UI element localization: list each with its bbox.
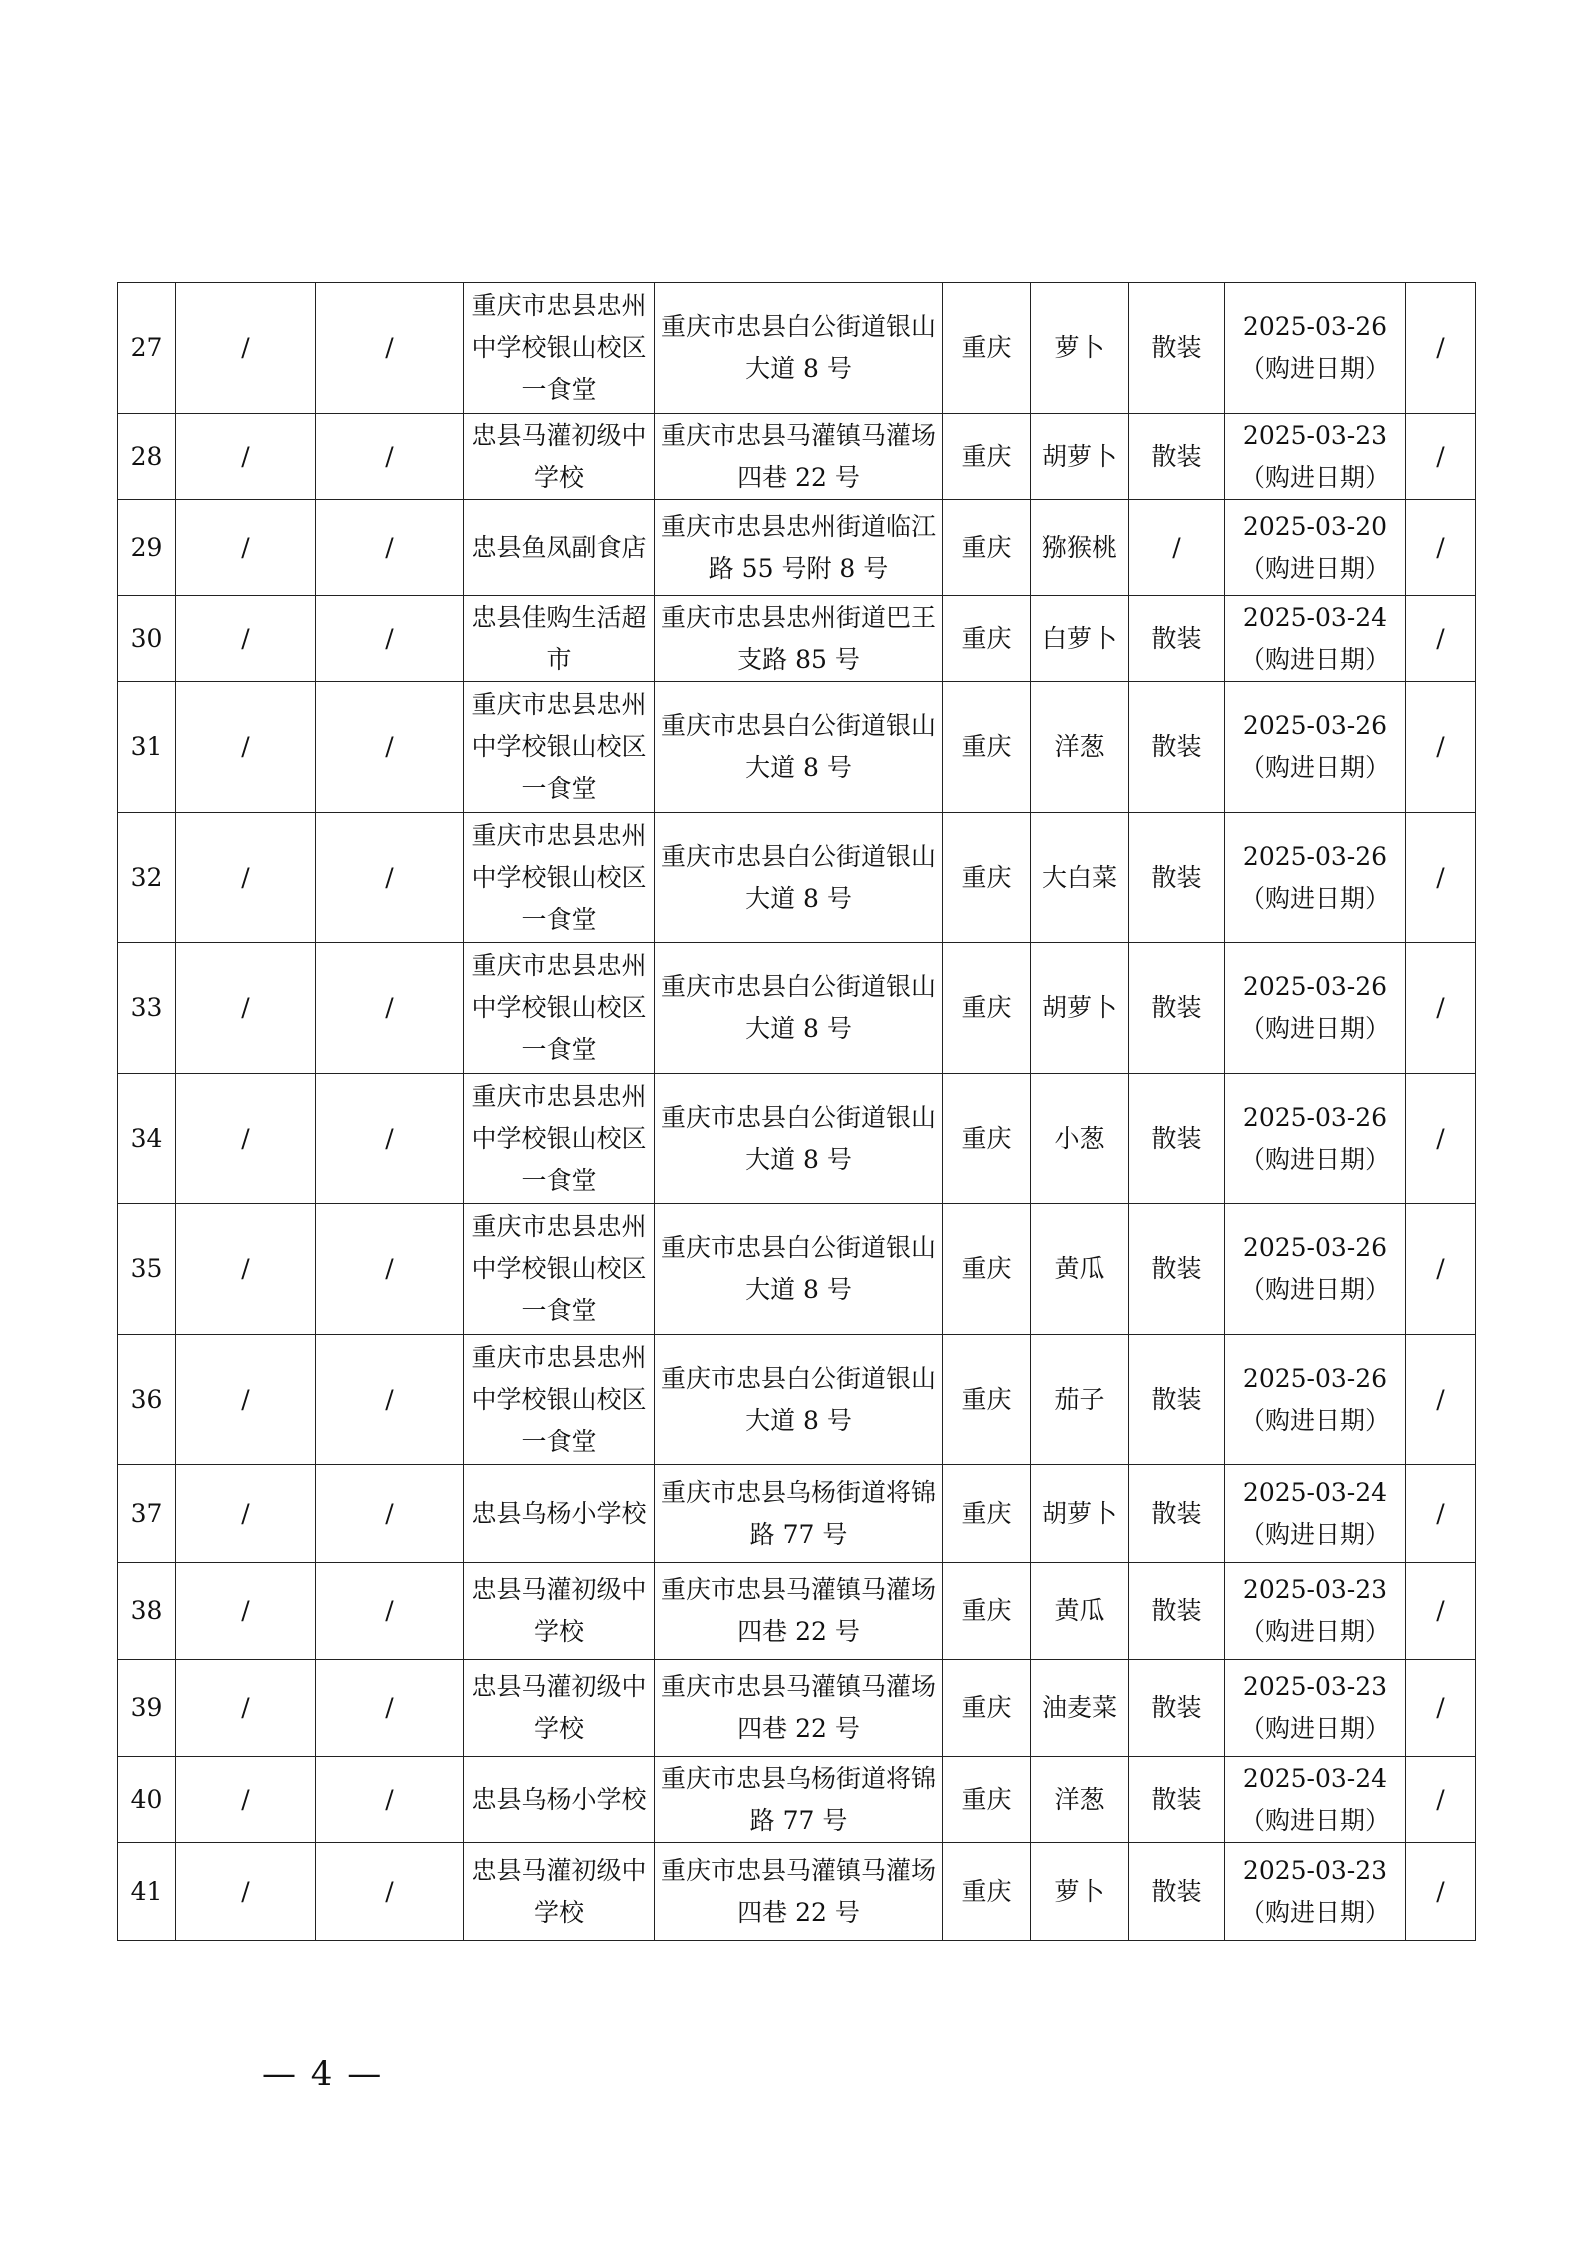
origin-cell: 重庆 bbox=[943, 500, 1031, 596]
table-row bbox=[118, 1563, 1476, 1660]
empty-cell: / bbox=[1406, 1335, 1476, 1465]
packaging-cell: / bbox=[1129, 500, 1225, 596]
packaging-cell: 散装 bbox=[1129, 596, 1225, 682]
date-cell bbox=[1225, 1660, 1406, 1757]
unit-address-cell: 重庆市忠县马灌镇马灌场四巷 22 号 bbox=[655, 1843, 943, 1941]
empty-cell: / bbox=[316, 682, 464, 813]
origin-cell: 重庆 bbox=[943, 1335, 1031, 1465]
row-number-cell: 41 bbox=[118, 1843, 176, 1941]
empty-cell: / bbox=[176, 1465, 316, 1563]
empty-cell: / bbox=[176, 1660, 316, 1757]
table-row bbox=[118, 682, 1476, 813]
product-name-cell: 大白菜 bbox=[1031, 813, 1129, 943]
product-name-cell: 黄瓜 bbox=[1031, 1204, 1129, 1335]
sampled-unit-cell: 忠县鱼凤副食店 bbox=[464, 500, 655, 596]
date-type-note: （购进日期） bbox=[1239, 644, 1390, 674]
packaging-cell: 散装 bbox=[1129, 283, 1225, 414]
empty-cell: / bbox=[316, 1563, 464, 1660]
empty-cell: / bbox=[316, 1204, 464, 1335]
row-number-cell: 34 bbox=[118, 1074, 176, 1204]
empty-cell: / bbox=[1406, 414, 1476, 500]
origin-cell: 重庆 bbox=[943, 813, 1031, 943]
row-number-cell: 38 bbox=[118, 1563, 176, 1660]
empty-cell: / bbox=[1406, 1465, 1476, 1563]
unit-address-cell: 重庆市忠县白公街道银山大道 8 号 bbox=[655, 1335, 943, 1465]
unit-address-cell: 重庆市忠县马灌镇马灌场四巷 22 号 bbox=[655, 1660, 943, 1757]
empty-cell: / bbox=[176, 596, 316, 682]
date-type-note: （购进日期） bbox=[1239, 462, 1390, 492]
date-cell bbox=[1225, 414, 1406, 500]
date-value: 2025-03-26 bbox=[1242, 841, 1388, 871]
date-cell bbox=[1225, 1757, 1406, 1843]
table-body bbox=[118, 283, 1476, 1941]
empty-cell: / bbox=[176, 1204, 316, 1335]
sampled-unit-cell: 重庆市忠县忠州中学校银山校区一食堂 bbox=[464, 813, 655, 943]
empty-cell: / bbox=[1406, 943, 1476, 1074]
origin-cell: 重庆 bbox=[943, 1563, 1031, 1660]
empty-cell: / bbox=[176, 1074, 316, 1204]
product-name-cell: 胡萝卜 bbox=[1031, 943, 1129, 1074]
empty-cell: / bbox=[316, 943, 464, 1074]
packaging-cell: 散装 bbox=[1129, 943, 1225, 1074]
sampled-unit-cell: 忠县马灌初级中学校 bbox=[464, 414, 655, 500]
product-name-cell: 胡萝卜 bbox=[1031, 414, 1129, 500]
origin-cell: 重庆 bbox=[943, 682, 1031, 813]
packaging-cell: 散装 bbox=[1129, 1843, 1225, 1941]
sampled-unit-cell: 忠县马灌初级中学校 bbox=[464, 1843, 655, 1941]
row-number-cell: 35 bbox=[118, 1204, 176, 1335]
unit-address-cell: 重庆市忠县白公街道银山大道 8 号 bbox=[655, 283, 943, 414]
sampling-results-table bbox=[117, 282, 1476, 1941]
date-cell bbox=[1225, 596, 1406, 682]
empty-cell: / bbox=[176, 500, 316, 596]
empty-cell: / bbox=[316, 596, 464, 682]
empty-cell: / bbox=[1406, 813, 1476, 943]
date-type-note: （购进日期） bbox=[1239, 753, 1390, 782]
date-value: 2025-03-24 bbox=[1242, 602, 1388, 632]
empty-cell: / bbox=[176, 1757, 316, 1843]
origin-cell: 重庆 bbox=[943, 596, 1031, 682]
date-cell bbox=[1225, 1074, 1406, 1204]
table-row bbox=[118, 500, 1476, 596]
date-value: 2025-03-20 bbox=[1242, 511, 1388, 541]
date-value: 2025-03-23 bbox=[1242, 1672, 1388, 1701]
empty-cell: / bbox=[316, 1660, 464, 1757]
empty-cell: / bbox=[1406, 1757, 1476, 1843]
table-row bbox=[118, 596, 1476, 682]
packaging-cell: 散装 bbox=[1129, 813, 1225, 943]
packaging-cell: 散装 bbox=[1129, 414, 1225, 500]
unit-address-cell: 重庆市忠县马灌镇马灌场四巷 22 号 bbox=[655, 1563, 943, 1660]
product-name-cell: 白萝卜 bbox=[1031, 596, 1129, 682]
empty-cell: / bbox=[1406, 1563, 1476, 1660]
origin-cell: 重庆 bbox=[943, 1843, 1031, 1941]
sampled-unit-cell: 忠县乌杨小学校 bbox=[464, 1757, 655, 1843]
packaging-cell: 散装 bbox=[1129, 1563, 1225, 1660]
date-value: 2025-03-26 bbox=[1242, 1102, 1388, 1132]
date-cell bbox=[1225, 1335, 1406, 1465]
empty-cell: / bbox=[316, 813, 464, 943]
unit-address-cell: 重庆市忠县白公街道银山大道 8 号 bbox=[655, 1074, 943, 1204]
date-cell bbox=[1225, 1563, 1406, 1660]
empty-cell: / bbox=[316, 1074, 464, 1204]
table-row bbox=[118, 414, 1476, 500]
sampled-unit-cell: 重庆市忠县忠州中学校银山校区一食堂 bbox=[464, 283, 655, 414]
sampled-unit-cell: 忠县马灌初级中学校 bbox=[464, 1660, 655, 1757]
table-row bbox=[118, 1757, 1476, 1843]
date-type-note: （购进日期） bbox=[1239, 1897, 1390, 1927]
date-value: 2025-03-26 bbox=[1242, 1233, 1388, 1262]
packaging-cell: 散装 bbox=[1129, 1074, 1225, 1204]
product-name-cell: 黄瓜 bbox=[1031, 1563, 1129, 1660]
empty-cell: / bbox=[176, 283, 316, 414]
row-number-cell: 37 bbox=[118, 1465, 176, 1563]
date-type-note: （购进日期） bbox=[1239, 1617, 1390, 1646]
sampled-unit-cell: 重庆市忠县忠州中学校银山校区一食堂 bbox=[464, 1204, 655, 1335]
date-cell bbox=[1225, 682, 1406, 813]
table-row bbox=[118, 1465, 1476, 1563]
empty-cell: / bbox=[316, 1335, 464, 1465]
sampled-unit-cell: 重庆市忠县忠州中学校银山校区一食堂 bbox=[464, 943, 655, 1074]
date-value: 2025-03-26 bbox=[1242, 1363, 1388, 1393]
unit-address-cell: 重庆市忠县马灌镇马灌场四巷 22 号 bbox=[655, 414, 943, 500]
date-type-note: （购进日期） bbox=[1239, 1805, 1390, 1835]
date-cell bbox=[1225, 500, 1406, 596]
row-number-cell: 30 bbox=[118, 596, 176, 682]
empty-cell: / bbox=[1406, 1204, 1476, 1335]
date-value: 2025-03-24 bbox=[1242, 1477, 1388, 1507]
empty-cell: / bbox=[316, 500, 464, 596]
empty-cell: / bbox=[176, 414, 316, 500]
empty-cell: / bbox=[316, 1757, 464, 1843]
origin-cell: 重庆 bbox=[943, 1204, 1031, 1335]
date-type-note: （购进日期） bbox=[1239, 883, 1390, 913]
packaging-cell: 散装 bbox=[1129, 1465, 1225, 1563]
empty-cell: / bbox=[316, 1843, 464, 1941]
date-value: 2025-03-23 bbox=[1242, 420, 1388, 450]
product-name-cell: 洋葱 bbox=[1031, 1757, 1129, 1843]
row-number-cell: 33 bbox=[118, 943, 176, 1074]
empty-cell: / bbox=[176, 813, 316, 943]
row-number-cell: 32 bbox=[118, 813, 176, 943]
origin-cell: 重庆 bbox=[943, 1465, 1031, 1563]
date-value: 2025-03-23 bbox=[1242, 1855, 1388, 1885]
date-type-note: （购进日期） bbox=[1239, 1405, 1390, 1435]
table-row bbox=[118, 1660, 1476, 1757]
empty-cell: / bbox=[176, 682, 316, 813]
sampled-unit-cell: 重庆市忠县忠州中学校银山校区一食堂 bbox=[464, 682, 655, 813]
unit-address-cell: 重庆市忠县忠州街道巴王支路 85 号 bbox=[655, 596, 943, 682]
packaging-cell: 散装 bbox=[1129, 1757, 1225, 1843]
product-name-cell: 茄子 bbox=[1031, 1335, 1129, 1465]
unit-address-cell: 重庆市忠县白公街道银山大道 8 号 bbox=[655, 813, 943, 943]
date-cell bbox=[1225, 283, 1406, 414]
table-row bbox=[118, 1074, 1476, 1204]
product-name-cell: 油麦菜 bbox=[1031, 1660, 1129, 1757]
row-number-cell: 36 bbox=[118, 1335, 176, 1465]
empty-cell: / bbox=[1406, 283, 1476, 414]
date-cell bbox=[1225, 1204, 1406, 1335]
empty-cell: / bbox=[176, 1843, 316, 1941]
table-row bbox=[118, 1204, 1476, 1335]
date-value: 2025-03-26 bbox=[1242, 972, 1388, 1001]
unit-address-cell: 重庆市忠县白公街道银山大道 8 号 bbox=[655, 682, 943, 813]
table-row bbox=[118, 283, 1476, 414]
table-row bbox=[118, 1843, 1476, 1941]
date-cell bbox=[1225, 1843, 1406, 1941]
row-number-cell: 39 bbox=[118, 1660, 176, 1757]
sampled-unit-cell: 忠县马灌初级中学校 bbox=[464, 1563, 655, 1660]
empty-cell: / bbox=[1406, 682, 1476, 813]
unit-address-cell: 重庆市忠县乌杨街道将锦路 77 号 bbox=[655, 1465, 943, 1563]
date-value: 2025-03-26 bbox=[1242, 711, 1388, 740]
date-type-note: （购进日期） bbox=[1239, 354, 1390, 383]
empty-cell: / bbox=[316, 414, 464, 500]
sampled-unit-cell: 忠县佳购生活超市 bbox=[464, 596, 655, 682]
unit-address-cell: 重庆市忠县忠州街道临江路 55 号附 8 号 bbox=[655, 500, 943, 596]
origin-cell: 重庆 bbox=[943, 1074, 1031, 1204]
empty-cell: / bbox=[1406, 1660, 1476, 1757]
product-name-cell: 小葱 bbox=[1031, 1074, 1129, 1204]
row-number-cell: 29 bbox=[118, 500, 176, 596]
origin-cell: 重庆 bbox=[943, 414, 1031, 500]
date-type-note: （购进日期） bbox=[1239, 1714, 1390, 1743]
date-value: 2025-03-23 bbox=[1242, 1575, 1388, 1604]
table-row bbox=[118, 813, 1476, 943]
empty-cell: / bbox=[1406, 1074, 1476, 1204]
unit-address-cell: 重庆市忠县白公街道银山大道 8 号 bbox=[655, 1204, 943, 1335]
packaging-cell: 散装 bbox=[1129, 1204, 1225, 1335]
date-value: 2025-03-26 bbox=[1242, 312, 1388, 341]
table-row bbox=[118, 1335, 1476, 1465]
origin-cell: 重庆 bbox=[943, 1660, 1031, 1757]
table-row bbox=[118, 943, 1476, 1074]
sampled-unit-cell: 忠县乌杨小学校 bbox=[464, 1465, 655, 1563]
product-name-cell: 萝卜 bbox=[1031, 283, 1129, 414]
empty-cell: / bbox=[1406, 596, 1476, 682]
origin-cell: 重庆 bbox=[943, 943, 1031, 1074]
empty-cell: / bbox=[176, 943, 316, 1074]
product-name-cell: 猕猴桃 bbox=[1031, 500, 1129, 596]
empty-cell: / bbox=[1406, 1843, 1476, 1941]
date-type-note: （购进日期） bbox=[1239, 1144, 1390, 1174]
empty-cell: / bbox=[176, 1335, 316, 1465]
origin-cell: 重庆 bbox=[943, 283, 1031, 414]
product-name-cell: 萝卜 bbox=[1031, 1843, 1129, 1941]
empty-cell: / bbox=[316, 283, 464, 414]
date-type-note: （购进日期） bbox=[1239, 1014, 1390, 1043]
date-cell bbox=[1225, 1465, 1406, 1563]
date-value: 2025-03-24 bbox=[1242, 1763, 1388, 1793]
row-number-cell: 27 bbox=[118, 283, 176, 414]
page-number: — 4 — bbox=[262, 2054, 384, 2094]
packaging-cell: 散装 bbox=[1129, 1335, 1225, 1465]
product-name-cell: 胡萝卜 bbox=[1031, 1465, 1129, 1563]
empty-cell: / bbox=[176, 1563, 316, 1660]
date-type-note: （购进日期） bbox=[1239, 1519, 1390, 1549]
packaging-cell: 散装 bbox=[1129, 682, 1225, 813]
sampled-unit-cell: 重庆市忠县忠州中学校银山校区一食堂 bbox=[464, 1335, 655, 1465]
product-name-cell: 洋葱 bbox=[1031, 682, 1129, 813]
date-cell bbox=[1225, 813, 1406, 943]
packaging-cell: 散装 bbox=[1129, 1660, 1225, 1757]
origin-cell: 重庆 bbox=[943, 1757, 1031, 1843]
empty-cell: / bbox=[316, 1465, 464, 1563]
unit-address-cell: 重庆市忠县白公街道银山大道 8 号 bbox=[655, 943, 943, 1074]
row-number-cell: 28 bbox=[118, 414, 176, 500]
unit-address-cell: 重庆市忠县乌杨街道将锦路 77 号 bbox=[655, 1757, 943, 1843]
date-type-note: （购进日期） bbox=[1239, 1275, 1390, 1304]
date-cell bbox=[1225, 943, 1406, 1074]
date-type-note: （购进日期） bbox=[1239, 553, 1390, 583]
row-number-cell: 40 bbox=[118, 1757, 176, 1843]
row-number-cell: 31 bbox=[118, 682, 176, 813]
sampled-unit-cell: 重庆市忠县忠州中学校银山校区一食堂 bbox=[464, 1074, 655, 1204]
empty-cell: / bbox=[1406, 500, 1476, 596]
